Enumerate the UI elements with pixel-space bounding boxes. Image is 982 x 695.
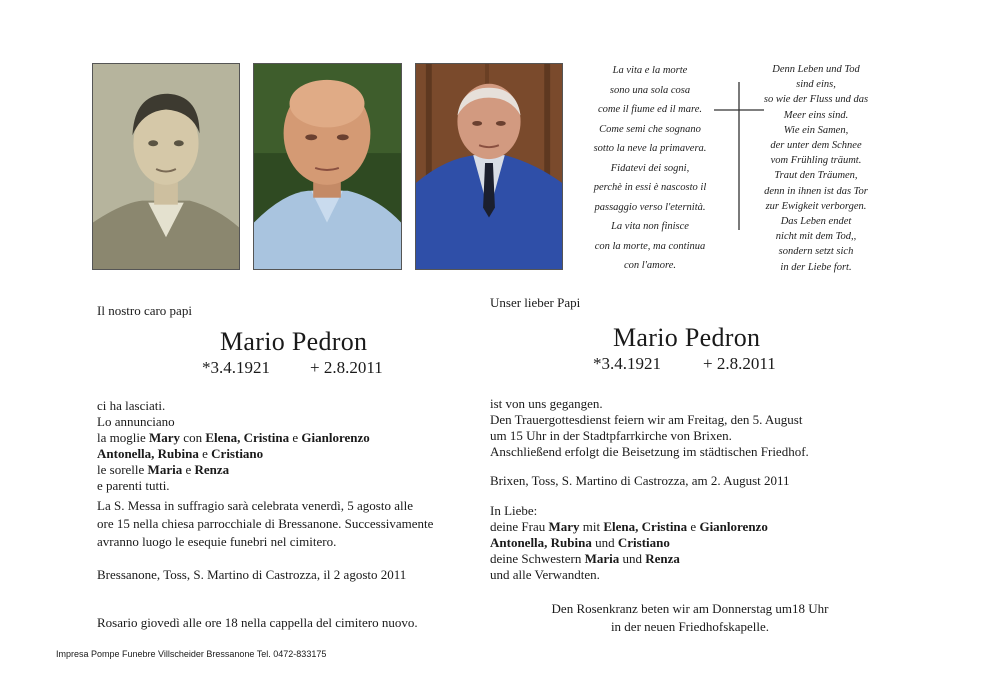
poem-line: Das Leben endet — [780, 216, 852, 228]
poem-line: sotto la neve la primavera. — [593, 143, 707, 154]
family-line: deine Schwestern Maria und Renza — [490, 551, 680, 566]
text-line: La S. Messa in suffragio sarà celebrata venerdì, 5 agosto alle — [97, 498, 413, 513]
poem-line: Denn Leben und Tod — [772, 64, 860, 75]
announcement-italian — [97, 398, 370, 494]
text-line: und alle Verwandten. — [490, 567, 600, 582]
family-line: Antonella, Rubina und Cristiano — [490, 535, 670, 550]
rosary-german — [490, 600, 890, 636]
funeral-home-footer: Impresa Pompe Funebre Villscheider Bressanone Tel. 0472-833175 — [56, 649, 327, 659]
poem-line: con l'amore. — [623, 260, 676, 271]
text-line: Anschließend erfolgt die Beisetzung im städtischen Friedhof. — [490, 444, 809, 459]
poem-line: so wie der Fluss und das — [763, 94, 869, 106]
intro-german: Unser lieber Papi — [490, 295, 581, 310]
text-line: Lo annunciano — [97, 414, 175, 429]
poem-line: sono una sola cosa — [609, 84, 691, 96]
poem-line: La vita non finisce — [611, 221, 689, 232]
place-date-italian: Bressanone, Toss, S. Martino di Castrozza, il 2 agosto 2011 — [97, 567, 407, 582]
text-line: ore 15 nella chiesa parrocchiale di Bressanone. Successivamente — [97, 516, 434, 531]
place-date-german: Brixen, Toss, S. Martino di Castrozza, am 2. August 2011 — [490, 473, 790, 488]
deceased-name-italian: Mario Pedron — [220, 327, 368, 356]
portrait-photo-young — [92, 63, 240, 270]
poem-line: con la morte, ma continua — [594, 240, 706, 252]
poem-line: La vita e la morte — [612, 65, 688, 76]
poem-line: passaggio verso l'eternità. — [594, 201, 706, 213]
deceased-name-german: Mario Pedron — [613, 323, 761, 352]
death-date-german: + 2.8.2011 — [703, 354, 776, 373]
portrait-photo-middle-aged — [253, 63, 402, 270]
text-line: Den Trauergottesdienst feiern wir am Freitag, den 5. August — [490, 412, 803, 427]
poem-italian — [580, 61, 720, 276]
poem-line: sind eins, — [796, 79, 836, 91]
poem-line: der unter dem Schnee — [770, 140, 862, 152]
announcement-german — [490, 396, 809, 460]
poem-german — [752, 62, 880, 275]
family-line: deine Frau Mary mit Elena, Cristina e Gianlorenzo — [490, 519, 768, 534]
birth-date-german: *3.4.1921 — [593, 354, 661, 373]
text-line: In Liebe: — [490, 503, 538, 518]
poem-line: come il fiume ed il mare. — [597, 104, 702, 115]
text-line: ist von uns gegangen. — [490, 396, 603, 411]
family-line: le sorelle Maria e Renza — [97, 462, 230, 477]
poem-line: Meer eins sind. — [783, 109, 849, 121]
poem-line: Fidatevi dei sogni, — [610, 162, 690, 174]
text-line: ci ha lasciati. — [97, 398, 166, 413]
text-line: um 15 Uhr in der Stadtpfarrkirche von Brixen. — [490, 428, 732, 443]
poem-line: Come semi che sognano — [599, 123, 701, 135]
rosary-italian: Rosario giovedì alle ore 18 nella cappella del cimitero nuovo. — [97, 615, 418, 630]
family-line: la moglie Mary con Elena, Cristina e Gianlorenzo — [97, 430, 370, 445]
poem-line: Wie ein Samen, — [783, 124, 849, 136]
birth-date-italian: *3.4.1921 — [202, 358, 270, 377]
portrait-photo-elderly — [415, 63, 563, 270]
poem-line: in der Liebe fort. — [780, 261, 852, 273]
poem-line: perchè in essi è nascosto il — [593, 182, 707, 193]
poem-line: denn in ihnen ist das Tor — [764, 185, 868, 197]
text-line: Den Rosenkranz beten wir am Donnerstag um18 Uhr — [551, 601, 829, 616]
poem-line: nicht mit dem Tod,, — [775, 231, 857, 243]
family-german — [490, 503, 768, 583]
poem-line: Traut den Träumen, — [774, 170, 858, 182]
text-line: e parenti tutti. — [97, 478, 170, 493]
mass-info-italian — [97, 497, 433, 551]
death-date-italian: + 2.8.2011 — [310, 358, 383, 377]
text-line: avranno luogo le esequie funebri nel cimitero. — [97, 534, 337, 549]
poem-line: zur Ewigkeit verborgen. — [765, 200, 867, 212]
poem-line: sondern setzt sich — [778, 246, 854, 258]
intro-italian: Il nostro caro papi — [97, 303, 192, 318]
family-line: Antonella, Rubina e Cristiano — [97, 446, 264, 461]
poem-line: vom Frühling träumt. — [770, 155, 862, 167]
text-line: in der neuen Friedhofskapelle. — [610, 619, 770, 634]
